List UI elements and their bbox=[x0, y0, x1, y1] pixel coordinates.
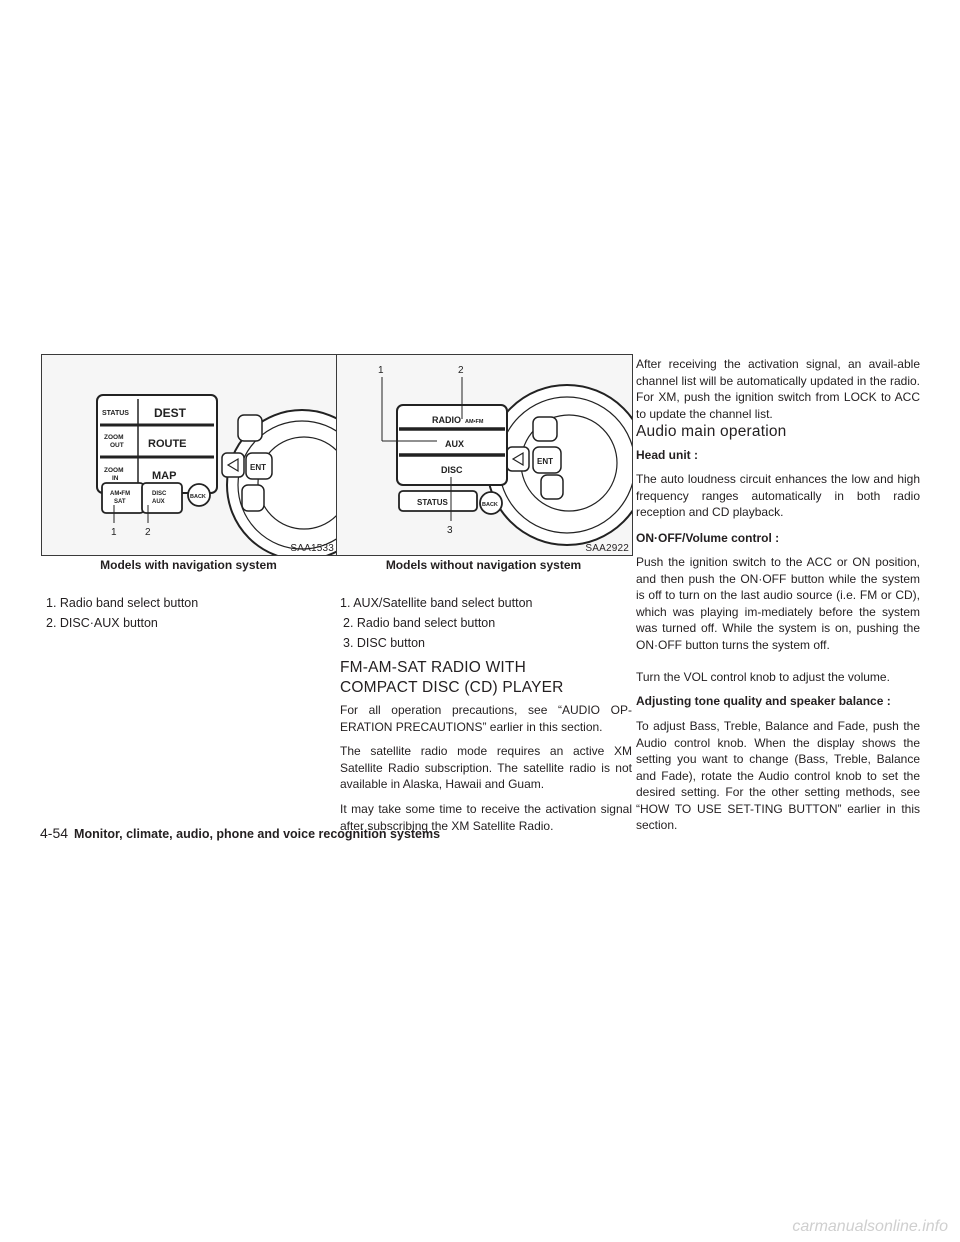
page-number: 4-54 bbox=[40, 825, 69, 841]
watermark: carmanualsonline.info bbox=[792, 1218, 948, 1235]
svg-text:AUX: AUX bbox=[152, 499, 165, 505]
amfm-sat-button-label: AM•FM bbox=[110, 491, 131, 497]
enter-label: ENT bbox=[250, 463, 266, 472]
figure-navigation-unit bbox=[41, 354, 338, 556]
back-button-label: BACK bbox=[482, 502, 498, 508]
figure-caption-middle: Models without navigation system bbox=[385, 558, 582, 572]
figure-caption-left: Models with navigation system bbox=[100, 558, 277, 572]
radio-button-label: RADIO bbox=[432, 415, 461, 425]
list-item: 1. Radio band select button bbox=[46, 596, 199, 610]
zoom-out-button-label: ZOOM bbox=[104, 434, 124, 441]
tone-label: Adjusting tone quality and speaker balance : bbox=[636, 694, 891, 708]
footer-section-title: Monitor, climate, audio, phone and voice recognition systems bbox=[74, 827, 441, 841]
paragraph: The auto loudness circuit enhances the low and high frequency ranges automatically in both radio reception and CD playback. bbox=[636, 472, 920, 519]
paragraph: Push the ignition switch to the ACC or ON position, and then push the ON·OFF button while the system is off to turn on the last audio source (i.e. FM or CD), which was playing im-mediately before the system was turned off. While the system is on, pushing the ON·OFF button turns the system off. bbox=[636, 555, 920, 652]
callout-3: 3 bbox=[447, 525, 453, 536]
list-item: 2. Radio band select button bbox=[343, 616, 496, 630]
callout-2: 2 bbox=[145, 527, 151, 538]
on-off-label: ON·OFF/Volume control : bbox=[636, 531, 780, 545]
svg-text:OUT: OUT bbox=[110, 442, 124, 449]
back-button-label: BACK bbox=[190, 494, 206, 500]
callout-1: 1 bbox=[378, 365, 384, 376]
amfm-label: AM•FM bbox=[465, 419, 484, 425]
paragraph: For all operation precautions, see “AUDIO OP-ERATION PRECAUTIONS” earlier in this section. bbox=[340, 703, 632, 734]
paragraph: To adjust Bass, Treble, Balance and Fade, push the Audio control knob. When the display shows the setting you want to change (Bass, Treble, Balance and Fade), rotate the Audio control knob to set the desired setting. For the other setting methods, see “HOW TO USE SET-TING BUTTON” earlier in this section. bbox=[636, 719, 920, 832]
figure-code: SAA2922 bbox=[585, 543, 629, 554]
paragraph: After receiving the activation signal, an avail-able channel list will be automatically updated in the radio. For XM, push the ignition switch from LOCK to ACC to update the channel list. bbox=[636, 357, 920, 421]
figure-audio-unit bbox=[336, 354, 633, 556]
map-button-label: MAP bbox=[152, 470, 177, 482]
callout-1: 1 bbox=[111, 527, 117, 538]
audio-unit-illustration bbox=[337, 355, 632, 555]
figure-code: SAA1533 bbox=[290, 543, 334, 554]
svg-text:IN: IN bbox=[112, 475, 119, 482]
zoom-in-button-label: ZOOM bbox=[104, 467, 124, 474]
section-heading: FM-AM-SAT RADIO WITH COMPACT DISC (CD) PLAYER bbox=[340, 659, 564, 696]
status-button-label: STATUS bbox=[102, 410, 129, 417]
navigation-unit-illustration bbox=[42, 355, 337, 555]
status-button-label: STATUS bbox=[417, 498, 448, 507]
head-unit-label: Head unit : bbox=[636, 448, 698, 462]
disc-aux-button-label: DISC bbox=[152, 491, 167, 497]
list-item: 2. DISC·AUX button bbox=[46, 616, 158, 630]
paragraph: The satellite radio mode requires an active XM Satellite Radio subscription. The satellite radio is not available in Alaska, Hawaii and Guam. bbox=[340, 744, 632, 791]
disc-button-label: DISC bbox=[441, 465, 463, 475]
audio-heading: Audio main operation bbox=[636, 423, 787, 440]
list-item: 3. DISC button bbox=[343, 636, 425, 650]
callout-2: 2 bbox=[458, 365, 464, 376]
dest-button-label: DEST bbox=[154, 406, 187, 420]
paragraph: Turn the VOL control knob to adjust the volume. bbox=[636, 670, 890, 684]
svg-text:SAT: SAT bbox=[114, 499, 126, 505]
page-footer bbox=[40, 825, 440, 841]
list-item: 1. AUX/Satellite band select button bbox=[340, 596, 533, 610]
enter-label: ENT bbox=[537, 457, 553, 466]
aux-button-label: AUX bbox=[445, 439, 465, 449]
route-button-label: ROUTE bbox=[148, 438, 187, 450]
paragraph: It may take some time to receive the activation signal after subscribing the XM Satellite Radio. bbox=[340, 802, 632, 833]
